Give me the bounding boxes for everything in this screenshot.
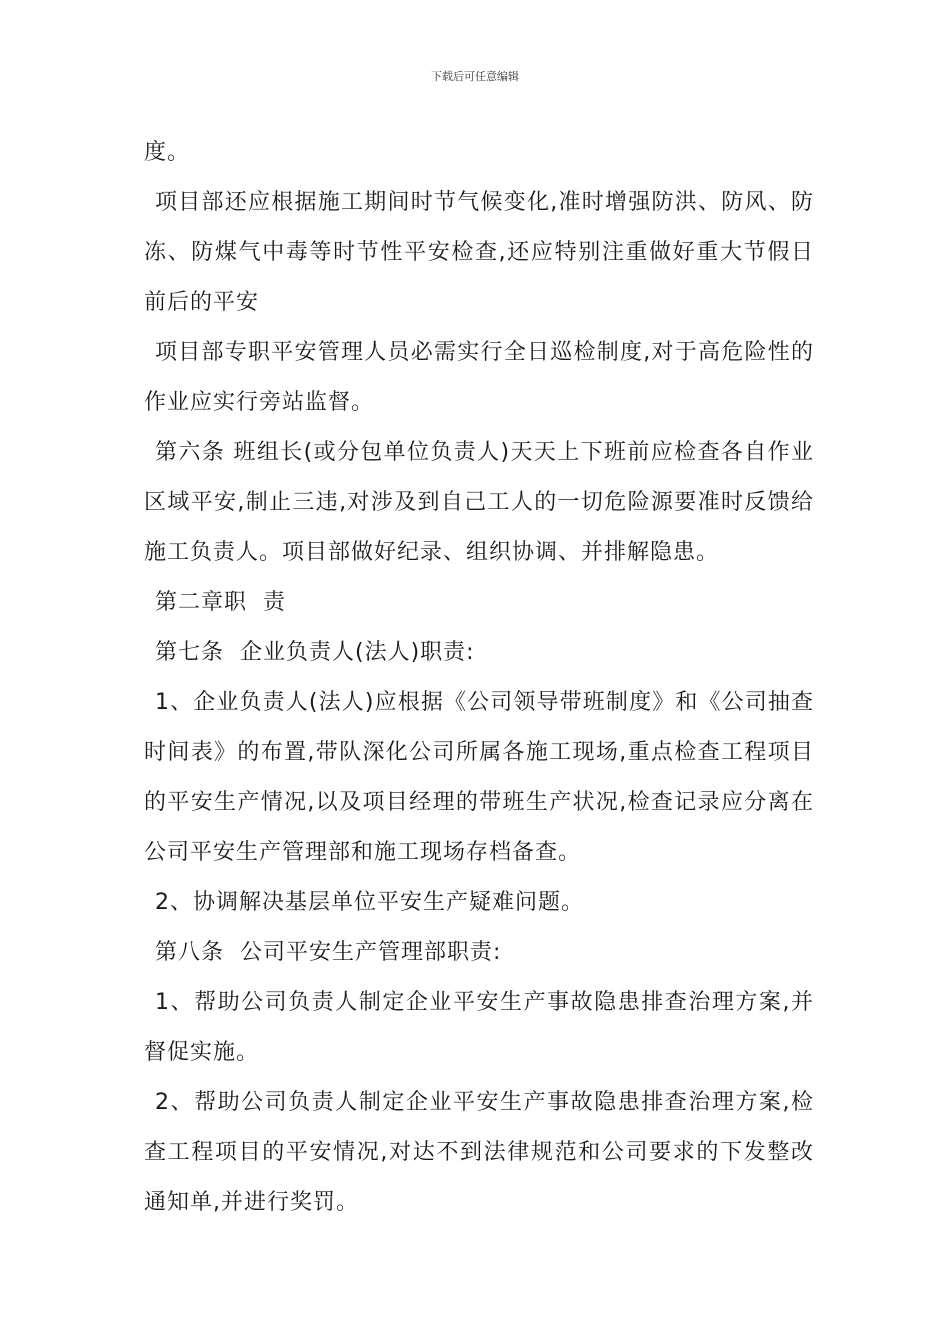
paragraph: 度。 xyxy=(144,140,191,165)
article-heading: 第七条 企业负责人(法人)职责: xyxy=(155,640,475,665)
chapter-heading: 第二章职 责 xyxy=(155,590,286,615)
page-header-note: 下载后可任意编辑 xyxy=(431,70,519,83)
paragraph: 第六条 班组长(或分包单位负责人)天天上下班前应检查各自作业区域平安,制止三违,对涉及到自己工人的一切危险源要准时反馈给施工负责人。项目部做好纪录、组织协调、并排解隐患。 xyxy=(144,440,814,565)
paragraph: 1、企业负责人(法人)应根据《公司领导带班制度》和《公司抽查时间表》的布置,带队深化公司所属各施工现场,重点检查工程项目的平安生产情况,以及项目经理的带班生产状况,检查记录应分离在公司平安生产管理部和施工现场存档备查。 xyxy=(144,690,814,865)
article-heading: 第八条 公司平安生产管理部职责: xyxy=(155,940,502,965)
paragraph: 项目部还应根据施工期间时节气候变化,准时增强防洪、防风、防冻、防煤气中毒等时节性平安检查,还应特别注重做好重大节假日前后的平安 xyxy=(144,190,814,315)
paragraph: 2、帮助公司负责人制定企业平安生产事故隐患排查治理方案,检查工程项目的平安情况,对达不到法律规范和公司要求的下发整改通知单,并进行奖罚。 xyxy=(144,1090,814,1215)
paragraph: 项目部专职平安管理人员必需实行全日巡检制度,对于高危险性的作业应实行旁站监督。 xyxy=(144,340,814,415)
document-body xyxy=(144,128,814,1228)
paragraph: 2、协调解决基层单位平安生产疑难问题。 xyxy=(155,890,584,915)
paragraph: 1、帮助公司负责人制定企业平安生产事故隐患排查治理方案,并督促实施。 xyxy=(144,990,814,1065)
